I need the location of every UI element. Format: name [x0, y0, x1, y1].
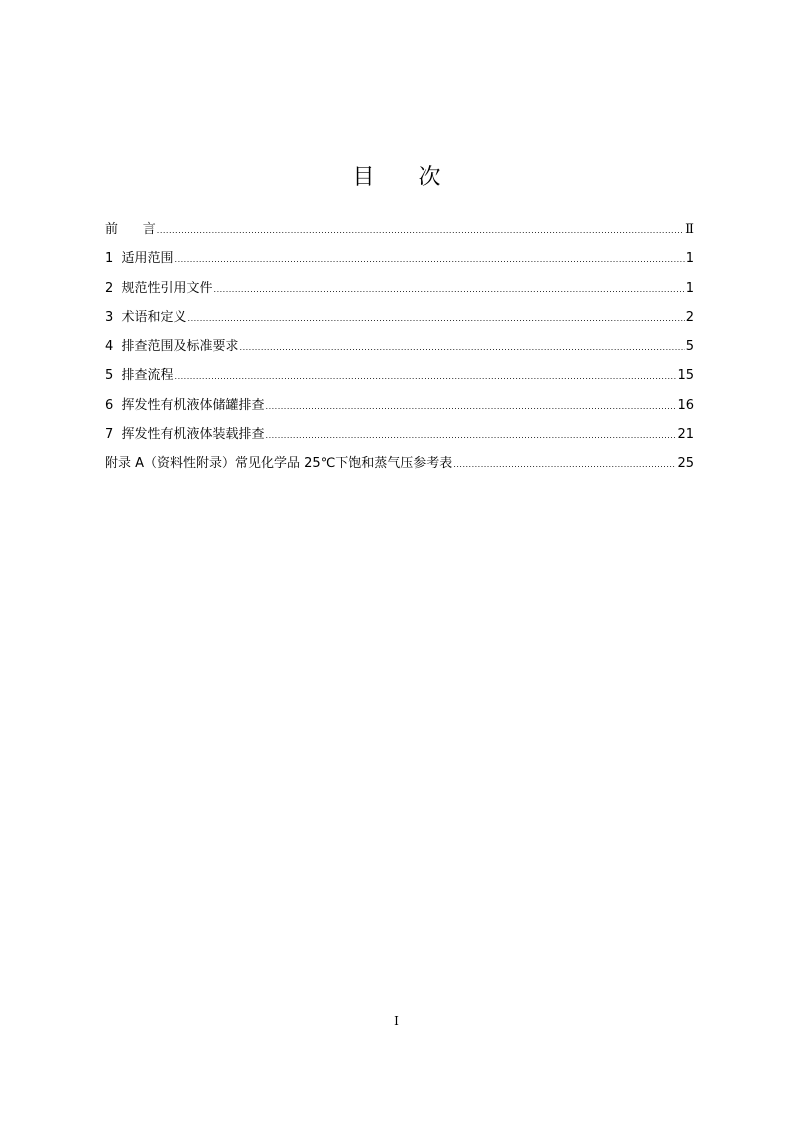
toc-leader-dots [240, 338, 685, 358]
toc-entry-storage-tank[interactable] [105, 396, 694, 425]
toc-entry-loading[interactable] [105, 425, 694, 454]
toc-entry-appendix-a[interactable] [105, 454, 694, 483]
toc-entry-label: 4 排查范围及标准要求 [105, 339, 239, 355]
page-title-char-1: 目 [352, 165, 375, 190]
toc-entry-page: Ⅱ [685, 222, 694, 237]
table-of-contents [105, 220, 694, 484]
toc-entry-preface[interactable] [105, 220, 694, 249]
toc-entry-page: 1 [685, 251, 694, 267]
page-title [0, 160, 793, 191]
toc-leader-dots [266, 426, 677, 446]
toc-entry-page: 1 [685, 280, 694, 296]
toc-leader-dots [188, 309, 685, 329]
toc-leader-dots [175, 250, 685, 270]
toc-entry-label: 5 排查流程 [105, 368, 174, 384]
page-title-char-2: 次 [418, 165, 441, 190]
toc-entry-inspection-process[interactable] [105, 366, 694, 395]
toc-entry-normative-references[interactable] [105, 279, 694, 308]
toc-entry-label: 7 挥发性有机液体装载排查 [105, 427, 265, 443]
page-number: I [394, 1014, 399, 1028]
toc-leader-dots [266, 397, 677, 417]
toc-entry-label: 2 规范性引用文件 [105, 280, 213, 296]
toc-entry-inspection-scope[interactable] [105, 337, 694, 366]
toc-entry-page: 25 [677, 456, 694, 472]
toc-entry-label: 1 适用范围 [105, 251, 174, 267]
toc-entry-terms[interactable] [105, 308, 694, 337]
toc-entry-page: 2 [685, 309, 694, 325]
toc-leader-dots [453, 455, 676, 475]
toc-leader-dots [214, 280, 685, 300]
toc-entry-label: 前 言 [105, 222, 156, 237]
toc-entry-label: 6 挥发性有机液体储罐排查 [105, 397, 265, 413]
toc-entry-label: 附录 A（资料性附录）常见化学品 25℃下饱和蒸气压参考表 [105, 456, 453, 472]
toc-entry-page: 15 [677, 368, 694, 384]
toc-entry-page: 16 [677, 397, 694, 413]
toc-entry-page: 5 [685, 339, 694, 355]
toc-leader-dots [175, 367, 677, 387]
toc-entry-scope[interactable] [105, 249, 694, 278]
toc-entry-label: 3 术语和定义 [105, 309, 187, 325]
toc-entry-page: 21 [677, 427, 694, 443]
toc-leader-dots [157, 221, 684, 241]
